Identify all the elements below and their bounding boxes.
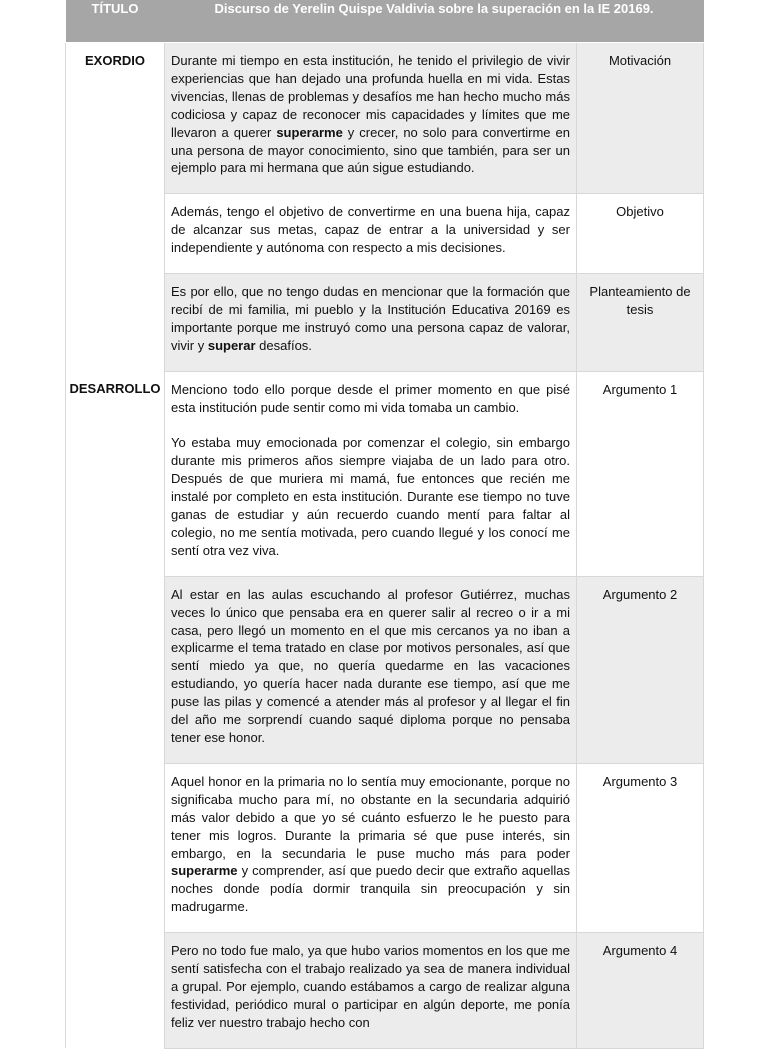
- row-label: Argumento 3: [577, 763, 704, 932]
- row-text: Aquel honor en la primaria no lo sentía muy emocionante, porque no significaba mucho para mí, no obstante en la secundaria adquirió más valor debido a que yo sé cuánto esfuerzo le he puesto para tener mis logros. Durante la primaria sé que puse interés, sin embargo, en la secundaria le puse mucho más para poder superarme y comprender, así que puedo decir que extraño aquellas noches donde podía dormir tranquila sin preocupación y sin madrugarme.: [165, 763, 577, 932]
- row-label: Argumento 1: [577, 371, 704, 576]
- section-desarrollo: DESARROLLO: [66, 371, 165, 1048]
- row-label: Argumento 4: [577, 933, 704, 1049]
- row-text: Durante mi tiempo en esta institución, he tenido el privilegio de vivir experiencias que han dejado una profunda huella en mi vida. Estas vivencias, llenas de problemas y desafíos me han hecho mucho más codiciosa y capaz de reconocer mis capacidades y límites que me llevaron a querer superarme y crecer, no solo para convertirme en una persona de mayor conocimiento, sino que también, para ser un ejemplo para mi hermana que aún sigue estudiando.: [165, 43, 577, 194]
- section-exordio: EXORDIO: [66, 43, 165, 372]
- row-text: Pero no todo fue malo, ya que hubo varios momentos en los que me sentí satisfecha con el trabajo realizado ya sea de manera individual a grupal. Por ejemplo, cuando estábamos a cargo de realizar alguna festividad, periódico mural o participar en algún deporte, me ponía feliz ver nuestro trabajo hecho con: [165, 933, 577, 1049]
- table-row: [66, 371, 704, 576]
- row-text: Menciono todo ello porque desde el primer momento en que pisé esta institución pude sentir como mi vida tomaba un cambio. Yo estaba muy emocionada por comenzar el colegio, sin embargo durante mis primeros años siempre viajaba de un lado para otro. Después de que muriera mi mamá, fue entonces que recién me instalé por completo en esta institución. Durante ese tiempo no tuve ganas de estudiar y aún recuerdo cuando mentí para faltar al colegio, no me sentía motivada, pero cuando llegué y los conocí me sentí otra vez viva.: [165, 371, 577, 576]
- row-text: Al estar en las aulas escuchando al profesor Gutiérrez, muchas veces lo único que pensaba era en querer salir al recreo o ir a mi casa, pero llegó un momento en el que mis cercanos ya no iban a explicarme el tema tratado en clase por motivos personales, así que sentí miedo ya que, no quería quedarme en las vacaciones estudiando, yo quería hacer nada durante ese tiempo, así que me puse las pilas y comencé a atender más al profesor y al llegar el fin del año me sorprendí cuando saqué diploma porque no pensaba tener ese honor.: [165, 576, 577, 763]
- table-row: [66, 43, 704, 194]
- document-title: Discurso de Yerelin Quispe Valdivia sobre la superación en la IE 20169.: [165, 0, 704, 43]
- table-header: [66, 0, 704, 43]
- row-text: Además, tengo el objetivo de convertirme en una buena hija, capaz de alcanzar sus metas, capaz de entrar a la universidad y ser independiente y autónoma con respecto a mis decisiones.: [165, 194, 577, 274]
- speech-outline-table: [65, 0, 704, 1049]
- row-label: Motivación: [577, 43, 704, 194]
- row-label: Argumento 2: [577, 576, 704, 763]
- row-label: Planteamiento de tesis: [577, 274, 704, 372]
- row-text: Es por ello, que no tengo dudas en mencionar que la formación que recibí de mi familia, mi pueblo y la Institución Educativa 20169 es importante porque me instruyó como una persona capaz de valorar, vivir y superar desafíos.: [165, 274, 577, 372]
- row-label: Objetivo: [577, 194, 704, 274]
- header-label: TÍTULO: [66, 0, 165, 43]
